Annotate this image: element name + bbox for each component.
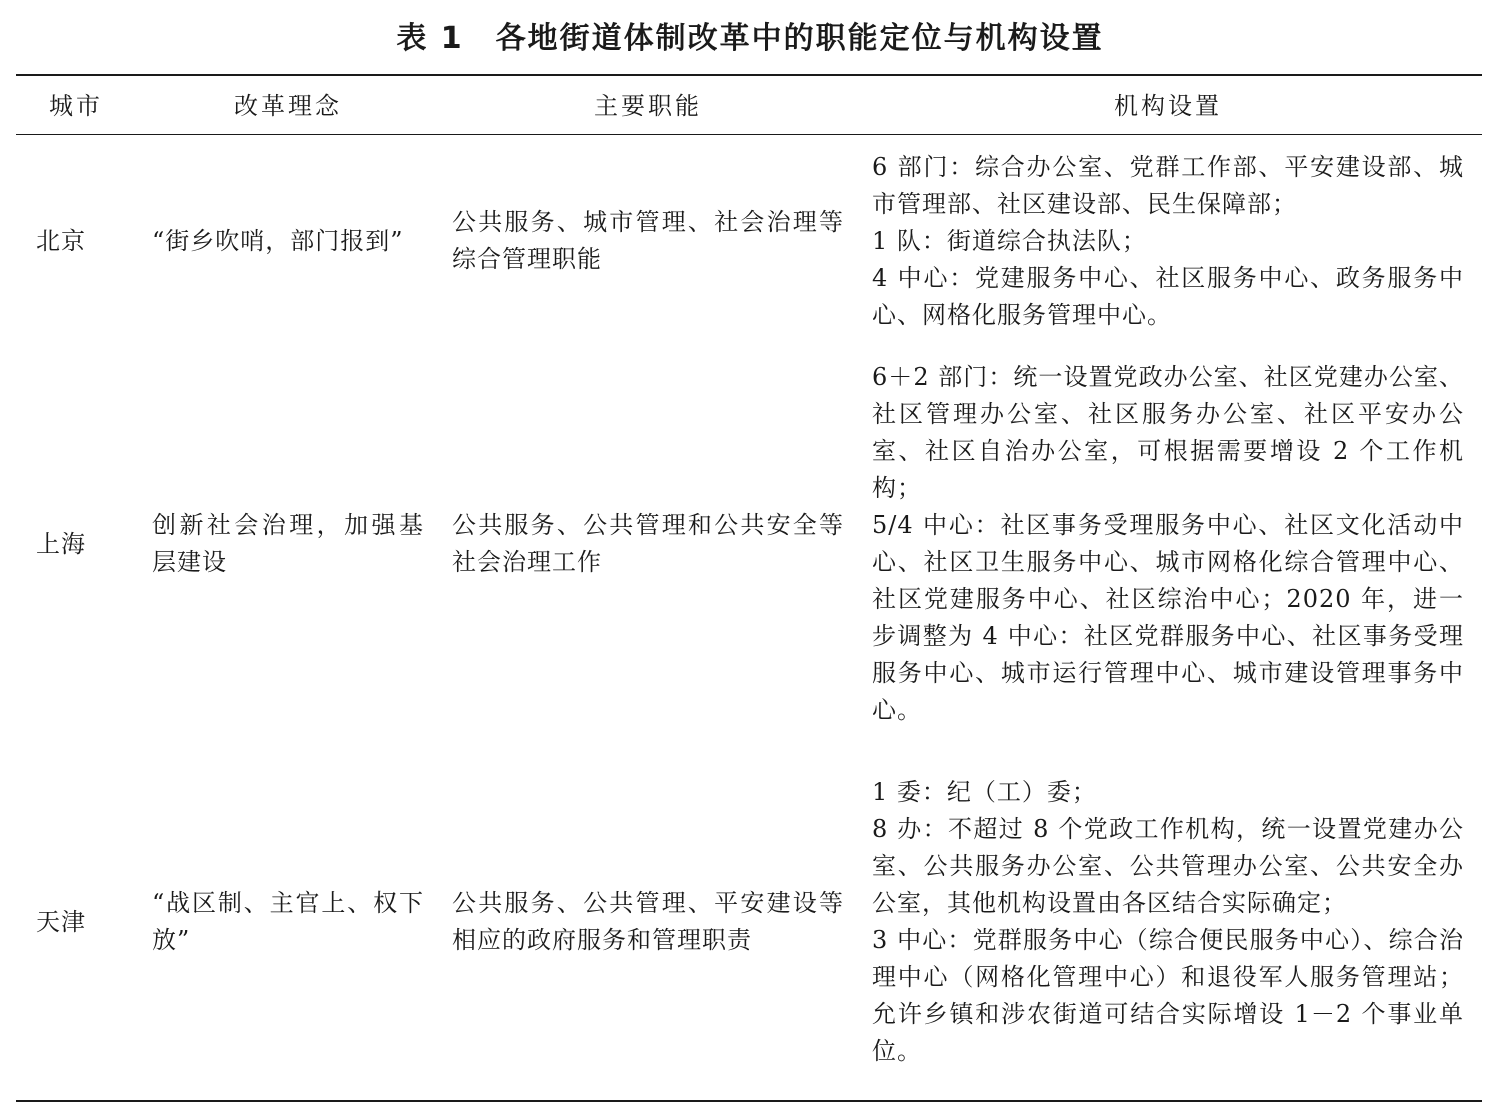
- header-reform-idea: 改革理念: [234, 92, 342, 120]
- table-bottom-rule: [16, 1100, 1482, 1102]
- org-line: 8 办：不超过 8 个党政工作机构，统一设置党建办公室、公共服务办公室、公共管理办公室、公共安全办公室，其他机构设置由各区结合实际确定；: [872, 815, 1464, 917]
- cell-reform-idea: “街乡吹哨，部门报到”: [152, 226, 404, 255]
- cell-city: 天津: [36, 907, 86, 936]
- org-line: 1 队：街道综合执法队；: [872, 226, 1147, 255]
- org-line: 5/4 中心：社区事务受理服务中心、社区文化活动中心、社区卫生服务中心、城市网格化综合管理中心、社区党建服务中心、社区综治中心；2020 年，进一步调整为 4 中心：社区党群服务中心、社区事务受理服务中心、城市运行管理中心、城市建设管理事务中心。: [872, 511, 1464, 724]
- org-line: 1 委：纪（工）委；: [872, 778, 1097, 806]
- cell-reform-idea: 创新社会治理，加强基层建设: [152, 511, 424, 576]
- header-org-setup: 机构设置: [1114, 92, 1222, 120]
- header-city: 城市: [49, 92, 103, 120]
- table-row: [0, 146, 1500, 336]
- table-row: [0, 752, 1500, 1092]
- header-main-function: 主要职能: [594, 92, 702, 120]
- org-line: 3 中心：党群服务中心（综合便民服务中心）、综合治理中心（网格化管理中心）和退役军人服务管理站；允许乡镇和涉农街道可结合实际增设 1－2 个事业单位。: [872, 926, 1464, 1065]
- table-top-rule: [16, 74, 1482, 76]
- table-caption: 表 1 各地街道体制改革中的职能定位与机构设置: [396, 21, 1104, 56]
- cell-city: 北京: [36, 226, 86, 255]
- cell-org-setup: [872, 146, 1464, 336]
- cell-reform-idea: “战区制、主官上、权下放”: [152, 889, 424, 954]
- org-line: 4 中心：党建服务中心、社区服务中心、政务服务中心、网格化服务管理中心。: [872, 263, 1464, 329]
- cell-org-setup: [872, 356, 1464, 732]
- cell-org-setup: [872, 752, 1464, 1092]
- org-line: 6 部门：综合办公室、党群工作部、平安建设部、城市管理部、社区建设部、民生保障部；: [872, 152, 1464, 218]
- table-header-rule: [16, 134, 1482, 135]
- org-line: 6＋2 部门：统一设置党政办公室、社区党建办公室、社区管理办公室、社区服务办公室、社区平安办公室、社区自治办公室，可根据需要增设 2 个工作机构；: [872, 363, 1464, 502]
- cell-main-function: 公共服务、公共管理和公共安全等社会治理工作: [452, 511, 844, 576]
- table-row: [0, 356, 1500, 732]
- cell-main-function: 公共服务、公共管理、平安建设等相应的政府服务和管理职责: [452, 889, 844, 954]
- cell-main-function: 公共服务、城市管理、社会治理等综合管理职能: [452, 208, 844, 273]
- cell-city: 上海: [36, 529, 86, 558]
